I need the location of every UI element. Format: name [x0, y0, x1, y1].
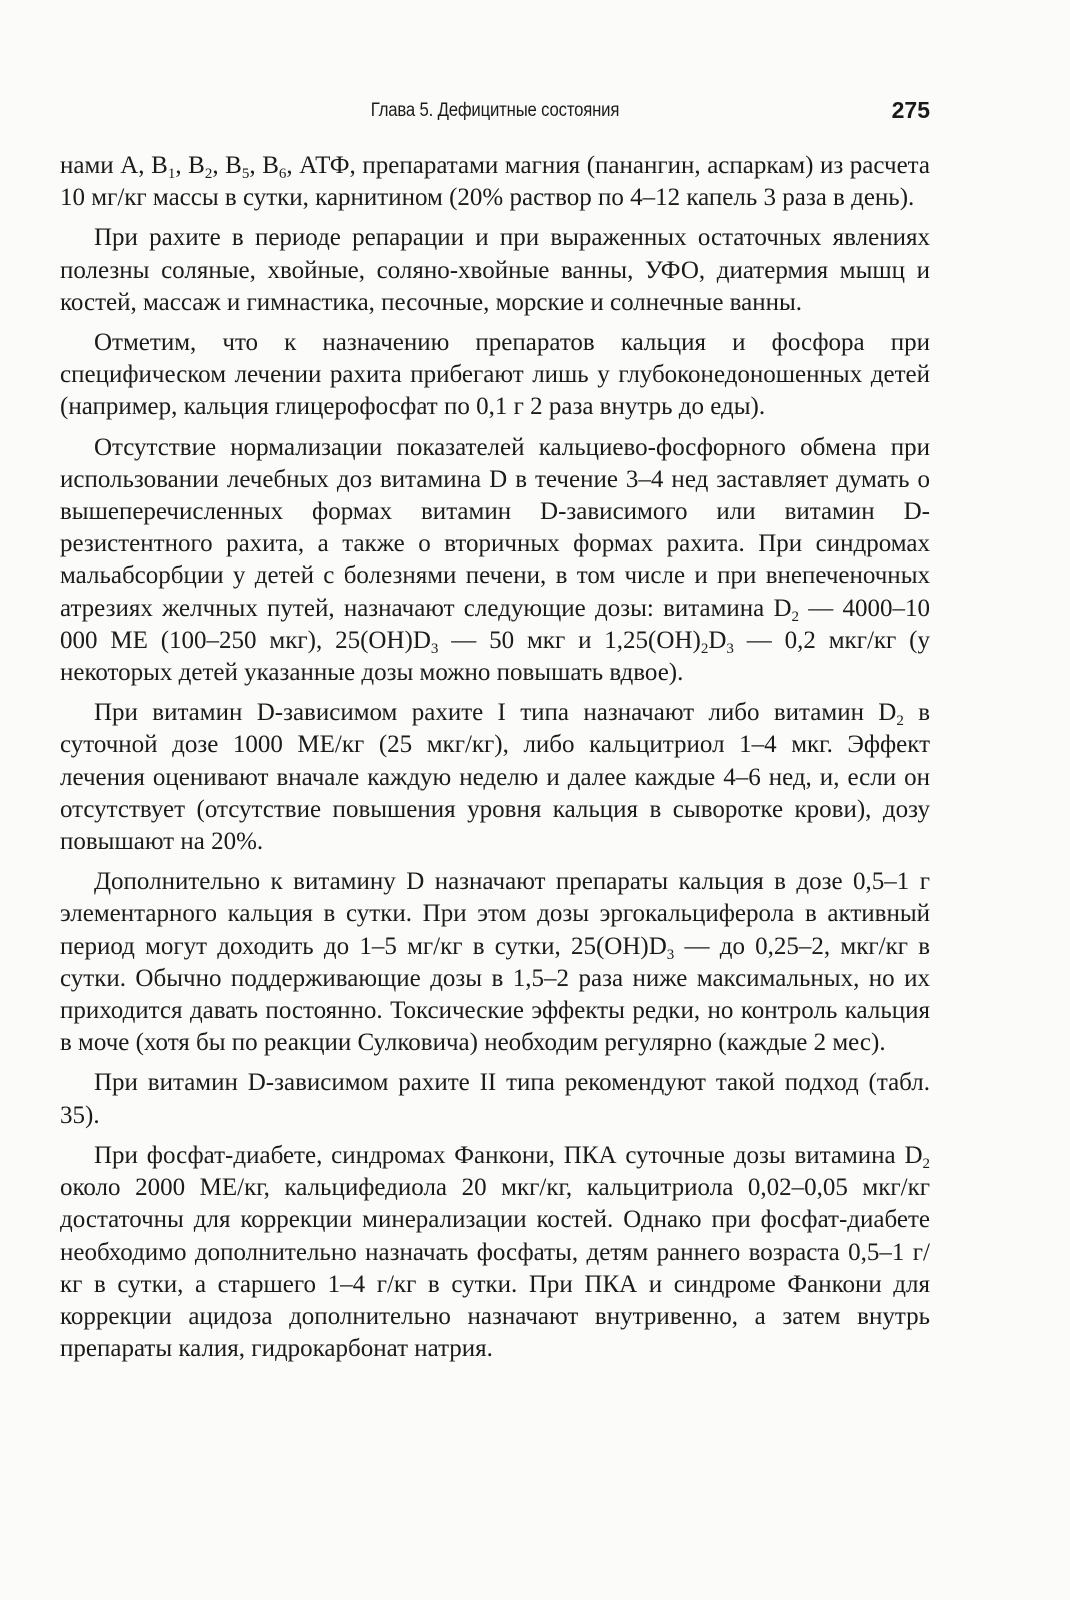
paragraph-1: нами A, $B_1$, $B_2$, $B_5$, $B_6$, АТФ, препаратами магния (панангин, аспаркам) из расчета 10 мг/кг массы в сутки, карнитином (20% раствор по 4–12 капель 3 раза в день). — [60, 152, 930, 212]
page-number: 275 — [891, 97, 930, 123]
paragraph-5: При витамин D-зависимом рахите I типа назначают либо витамин $D_2$ в суточной дозе 1000 МЕ/кг (25 мкг/кг), либо кальцитриол 1–4 мкг. Эффект лечения оценивают вначале каждую неделю и далее каждые 4–6 нед, и, если он отсутствует (отсутствие повышения уровня кальция в сыворотке крови), дозу повышают на 20%. — [60, 699, 931, 856]
chapter-title: Глава 5. Дефицитные состояния — [370, 100, 620, 121]
paragraph-8: При фосфат-диабете, синдромах Фанкони, ПКА суточные дозы витамина $D_2$ около 2000 МЕ/кг, кальцифедиола 20 мкг/кг, кальцитриола 0,02–0,05 мкг/кг достаточны для коррекции минерализации костей. Однако при фосфат-диабете необходимо дополнительно назначать фосфаты, детям раннего возраста 0,5–1 г/кг в сутки, а старшего 1–4 г/кг в сутки. При ПКА и синдроме Фанкони для коррекции ацидоза дополнительно назначают внутривенно, а затем внутрь препараты калия, гидрокарбонат натрия. — [60, 1141, 930, 1363]
paragraph-7: При витамин D-зависимом рахите II типа рекомендуют такой подход (табл. 35). — [60, 1069, 930, 1129]
running-header — [60, 97, 930, 134]
paragraph-4: Отсутствие нормализации показателей кальциево-фосфорного обмена при использовании лечебных доз витамина D в течение 3–4 нед заставляет думать о вышеперечисленных формах витамин D-зависимого или витамин D-резистентного рахита, а также о вторичных формах рахита. При синдромах мальабсорбции у детей с болезнями печени, в том числе и при внепеченочных атрезиях желчных путей, назначают следующие дозы: витамина $D_2$ — 4000–10 000 МЕ (100–250 мкг), $25(OH)D_3$ — 50 мкг и $1,25(OH)_2D_3$ — 0,2 мкг/кг (у некоторых детей указанные дозы можно повышать вдвое). — [60, 433, 931, 687]
paragraph-3: Отметим, что к назначению препаратов кальция и фосфора при специфическом лечении рахита прибегают лишь у глубоконедоношенных детей (например, кальция глицерофосфат по 0,1 г 2 раза внутрь до еды). — [60, 329, 930, 421]
body-text — [60, 150, 930, 1373]
paragraph-6: Дополнительно к витамину D назначают препараты кальция в дозе 0,5–1 г элементарного кальция в сутки. При этом дозы эргокальциферола в активный период могут доходить до 1–5 мг/кг в сутки, $25(OH)D_3$ — до 0,25–2, мкг/кг в сутки. Обычно поддерживающие дозы в 1,5–2 раза ниже максимальных, но их приходится давать постоянно. Токсические эффекты редки, но контроль кальция в моче (хотя бы по реакции Сулковича) необходим регулярно (каждые 2 мес). — [60, 868, 930, 1057]
paragraph-2: При рахите в периоде репарации и при выраженных остаточных явлениях полезны соляные, хвойные, соляно-хвойные ванны, УФО, диатермия мышц и костей, массаж и гимнастика, песочные, морские и солнечные ванны. — [60, 224, 930, 316]
